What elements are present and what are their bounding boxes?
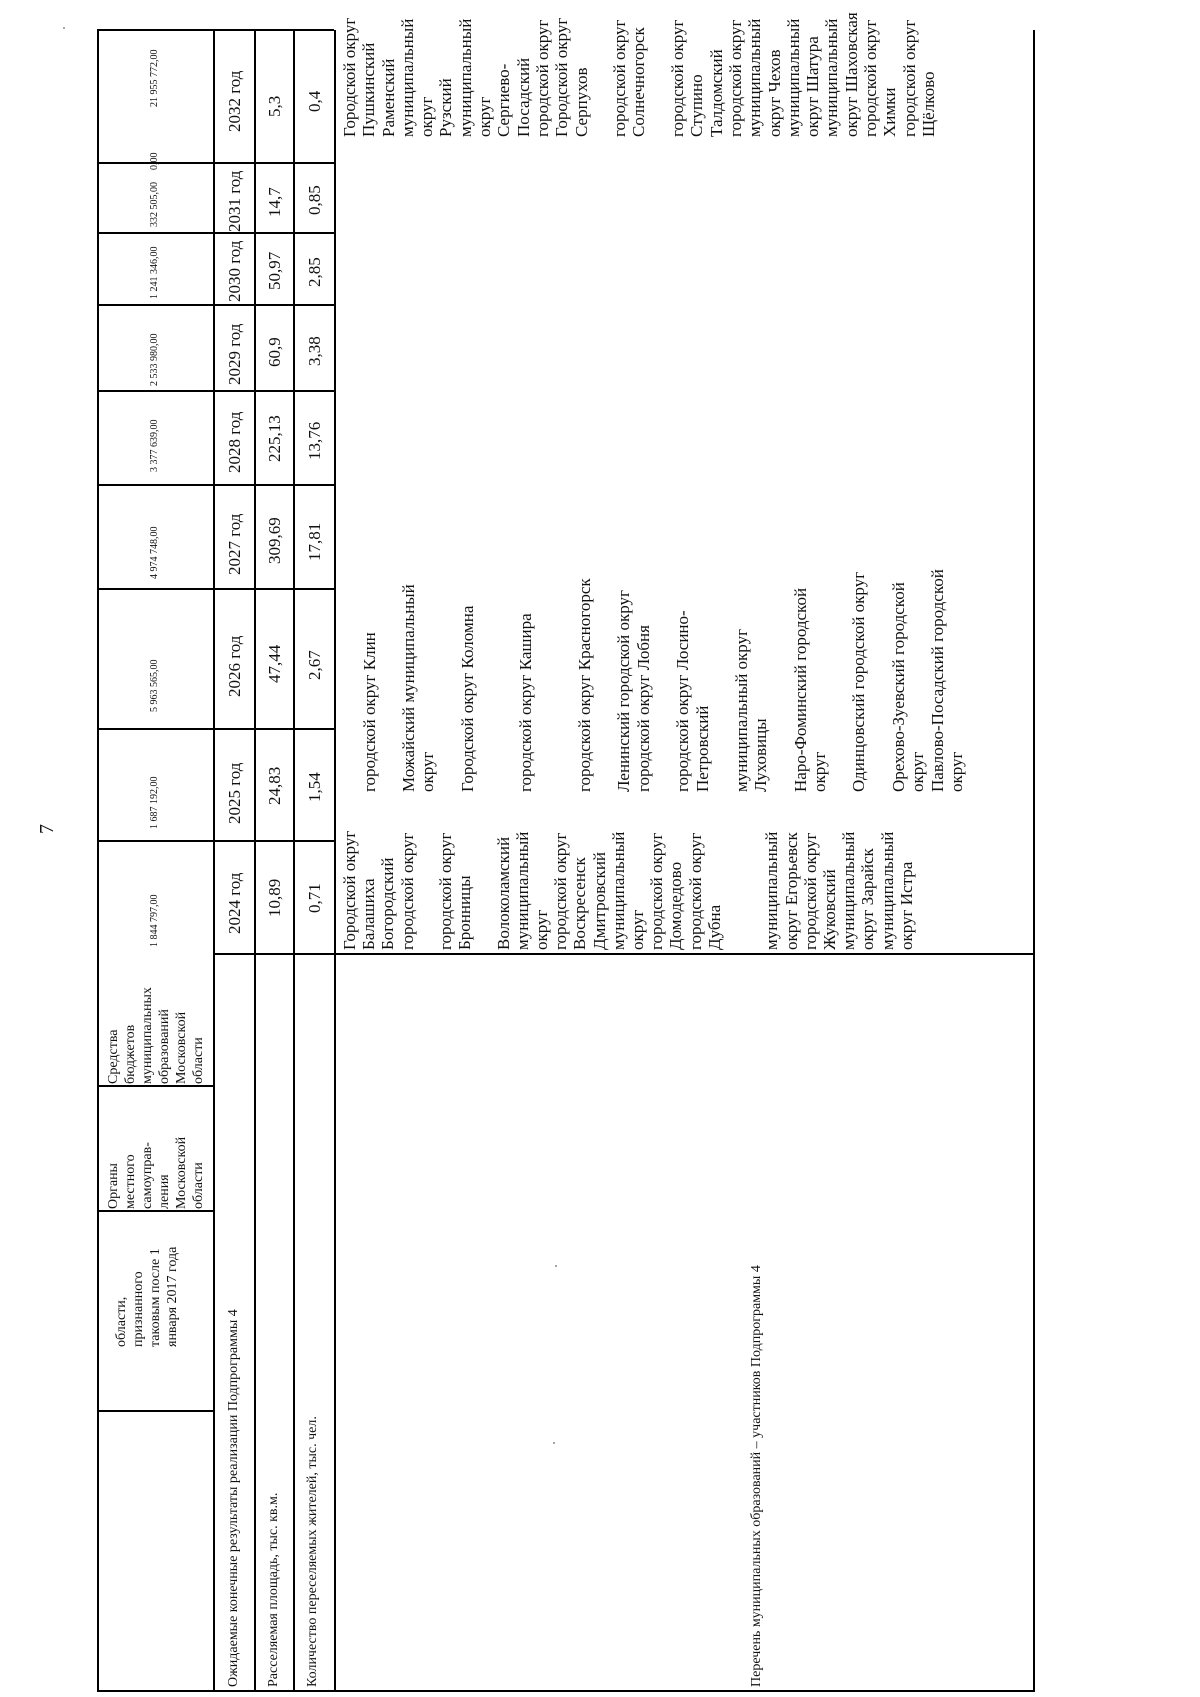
year-value-cell: 3 377 639,00 <box>149 419 160 472</box>
year-value-cell: 4 974 748,00 <box>149 526 160 579</box>
residents-value: 2,67 <box>305 650 324 680</box>
residents-value: 13,76 <box>305 421 324 460</box>
scan-speck <box>553 1442 555 1444</box>
year-col-divider-1 <box>97 841 334 843</box>
header-col-divider-1 <box>97 1411 213 1413</box>
municipalities-label: Перечень муниципальных образований – участников Подпрограммы 4 <box>749 1265 764 1687</box>
header-col-divider-2 <box>97 1211 213 1213</box>
residents-value: 0,85 <box>305 185 324 215</box>
year-value-cell: 1 241 346,00 <box>149 246 160 299</box>
residents-label: Количество переселяемых жителей, тыс. чел. <box>305 1416 320 1687</box>
table-bottom-border <box>1033 30 1035 1692</box>
area-value: 50,97 <box>265 251 284 290</box>
year-header: 2026 год <box>225 635 244 697</box>
area-value: 225,13 <box>265 415 284 462</box>
residents-value: 2,85 <box>305 257 324 287</box>
year-header: 2027 год <box>225 513 244 575</box>
year-header: 2025 год <box>225 762 244 824</box>
municipalities-col-1: Городской округ Балашиха Богородский городской округ городской округ Бронницы Волоколамский муниципальный округ городской округ Воскресенск Дмитровский муниципальный округ городской округ Домодедово городской округ Дубна муниципальный округ Егорьевск городской округ Жуковский муниципальный округ Зарайск муниципальный округ Истра <box>340 830 916 950</box>
residents-value: 0,71 <box>305 883 324 913</box>
row-divider-residents <box>334 30 336 1692</box>
residents-value: 3,38 <box>305 336 324 366</box>
table-right-border <box>97 30 334 32</box>
municipalities-col-2: городской округ Клин Можайский муниципальный округ Городской округ Коломна городской округ Кашира городской округ Красногорск Ленинский городской округ городской округ Лобня городской округ Лосино- Петровский муниципальный округ Луховицы Наро-Фоминский городской округ Одинцовский городской округ Орехово-Зуевский городской округ Павлово-Посадский городской округ <box>359 569 967 792</box>
year-header: 2028 год <box>225 411 244 473</box>
year-header: 2030 год <box>225 240 244 302</box>
page-number: 7 <box>36 824 58 834</box>
area-value: 14,7 <box>265 187 284 217</box>
header-organs-cell: Органы местного самоуправ- ления Московской области <box>106 1136 207 1209</box>
year-value-cell: 332 505,00 <box>149 182 160 227</box>
residents-value: 0,4 <box>305 90 324 112</box>
header-col-divider-3 <box>97 1086 213 1088</box>
row-divider-header <box>213 30 215 1692</box>
area-value: 24,83 <box>265 766 284 805</box>
area-value: 10,89 <box>265 878 284 917</box>
year-value-cell: 1 687 192,00 <box>149 776 160 829</box>
year-value-cell: 0,00 <box>149 152 160 170</box>
year-col-divider-7 <box>97 233 334 235</box>
header-funds-cell: Средства бюджетов муниципальных образований Московской области <box>106 987 207 1084</box>
year-col-divider-3 <box>97 589 334 591</box>
results-label: Ожидаемые конечные результаты реализации Подпрограммы 4 <box>226 1309 241 1687</box>
year-header: 2031 год <box>225 170 244 232</box>
year-col-divider-5 <box>97 391 334 393</box>
header-region-cell: области, признанного таковым после 1 января 2017 года <box>114 1246 181 1347</box>
year-col-divider-8 <box>97 163 334 165</box>
municipalities-col-3: Городской округ Пушкинский Раменский муниципальный округ Рузский муниципальный округ Сергиево- Посадский городской округ Городской округ Серпухов городской округ Солнечногорск городской округ Ступино Талдомский городской округ муниципальный округ Чехов муниципальный округ Шатура муниципальный округ Шаховская городской округ Химки городской округ Щёлково <box>340 12 938 137</box>
area-label: Расселяемая площадь, тыс. кв.м. <box>266 1492 281 1687</box>
year-value-cell: 1 844 797,00 <box>149 894 160 947</box>
year-value-cell: 5 963 565,00 <box>149 659 160 712</box>
area-value: 47,44 <box>265 644 284 683</box>
year-value-cell: 2 533 980,00 <box>149 333 160 386</box>
row-divider-area <box>293 30 295 1692</box>
area-value: 60,9 <box>265 337 284 367</box>
label-column-divider <box>213 954 1033 956</box>
year-header: 2029 год <box>225 323 244 385</box>
residents-value: 17,81 <box>305 522 324 561</box>
year-col-divider-4 <box>97 485 334 487</box>
area-value: 309,69 <box>265 517 284 564</box>
year-col-divider-2 <box>97 729 334 731</box>
year-header: 2032 год <box>225 70 244 132</box>
scan-speck <box>63 27 65 29</box>
year-col-divider-6 <box>97 305 334 307</box>
row-divider-years <box>254 30 256 1692</box>
table-left-border <box>97 1691 1033 1693</box>
residents-value: 1,54 <box>305 772 324 802</box>
year-value-cell: 21 955 772,00 <box>149 49 160 107</box>
year-header: 2024 год <box>225 872 244 934</box>
table-top-border <box>97 30 99 1692</box>
area-value: 5,3 <box>265 95 284 117</box>
scan-speck <box>555 1265 557 1267</box>
